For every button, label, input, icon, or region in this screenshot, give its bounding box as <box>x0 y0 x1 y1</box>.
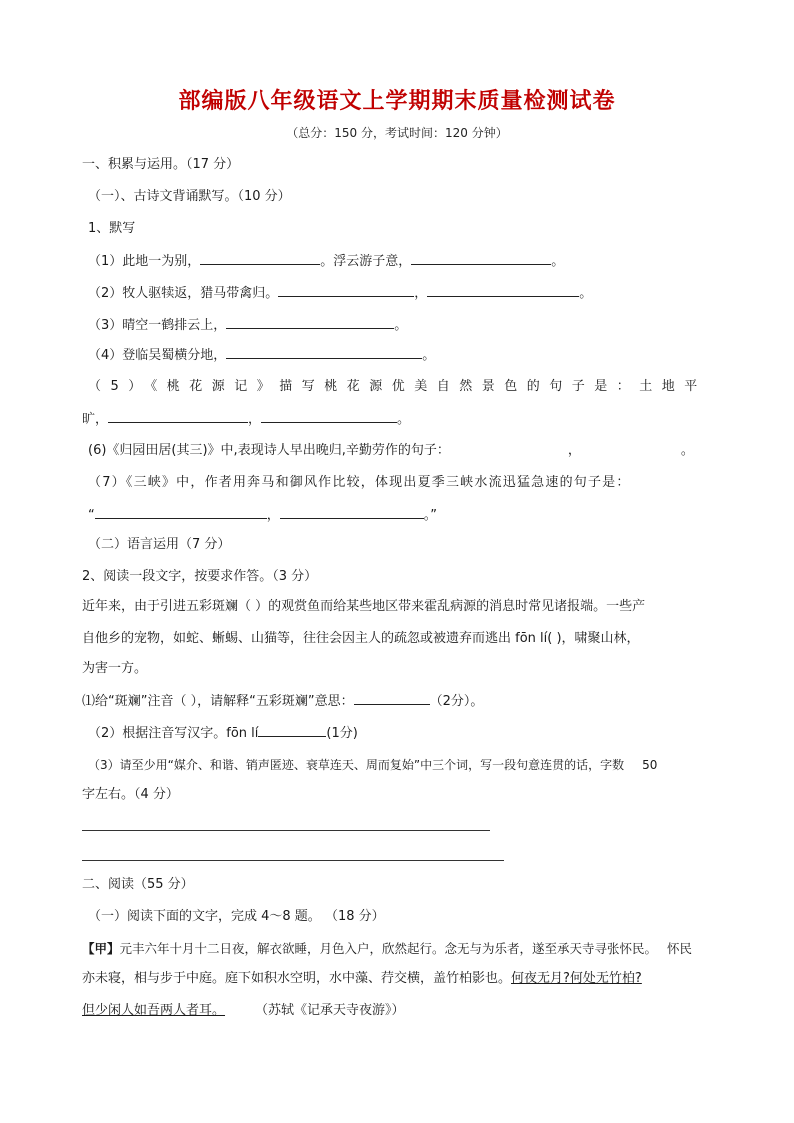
answer-blank[interactable] <box>258 724 326 737</box>
page-title: 部编版八年级语文上学期期末质量检测试卷 <box>178 89 616 114</box>
q2-sub-3-text: （3）请至少用“媒介、和谐、销声匿迹、衰草连天、周而复始”中三个词，写一段句意连贯的话，字数 <box>88 758 625 772</box>
q1-line-5b <box>82 410 410 429</box>
answer-blank[interactable] <box>226 316 394 329</box>
q1-line-3 <box>88 316 407 335</box>
passage-text-1: 元丰六年十月十二日夜，解衣欲睡，月色入户，欣然起行。念无与为乐者，遂至承天寺寻张怀民。 <box>119 941 658 956</box>
section-1-2-heading: （二）语言运用（7 分） <box>88 537 231 552</box>
passage-text-2: 亦未寝，相与步于中庭。庭下如积水空明，水中藻、荇交横，盖竹柏影也。 <box>82 971 512 986</box>
q1-6-text-a: (6)《归园田居(其三)》中,表现诗人早出晚归,辛勤劳作的句子： <box>88 443 450 458</box>
answer-line[interactable] <box>82 860 504 861</box>
q1-2-text-b: ， <box>414 286 428 301</box>
q1-1-text-b: 。浮云游子意， <box>320 254 412 269</box>
q2-passage-line-3: 为害一方。 <box>82 661 148 676</box>
q1-1-text-c: 。 <box>551 254 565 269</box>
passage-tag: 【甲】 <box>82 941 120 956</box>
q1-line-1 <box>88 252 564 271</box>
q2-sub-1-text: ⑴给“斑斓”注音（ ），请解释“五彩斑斓”意思： <box>82 694 354 709</box>
answer-blank[interactable] <box>108 410 248 423</box>
q1-7-text-d: 。” <box>423 508 438 523</box>
q1-3-text-b: 。 <box>394 318 408 333</box>
q1-1-text-a: （1）此地一为别， <box>88 254 201 269</box>
q2-sub-3-count: 50 <box>642 758 658 772</box>
q2-passage-line-1: 近年来，由于引进五彩斑斓（ ）的观赏鱼而给某些地区带来霍乱病源的消息时常见诸报端。一些产 <box>82 599 646 614</box>
answer-blank[interactable] <box>280 506 424 519</box>
q1-6-text-b: ， <box>567 443 581 458</box>
q1-label: 1、默写 <box>88 221 136 236</box>
answer-blank[interactable] <box>226 346 422 359</box>
q2-sub-2-score: (1分) <box>326 726 358 741</box>
exam-info: （总分：150 分，考试时间：120 分钟） <box>286 126 508 140</box>
q1-4-text-b: 。 <box>422 348 436 363</box>
q1-6-text-c: 。 <box>680 443 694 458</box>
q2-sub-2-text: （2）根据注音写汉字。fōn lí <box>88 726 259 741</box>
passage-line-1 <box>82 940 692 958</box>
q1-4-text-a: （4）登临吴蜀横分地， <box>88 348 227 363</box>
q2-prompt: 2、阅读一段文字，按要求作答。（3 分） <box>82 569 318 584</box>
section-1-heading: 一、积累与运用。（17 分） <box>82 157 240 172</box>
q1-3-text-a: （3）晴空一鹤排云上， <box>88 318 227 333</box>
answer-line[interactable] <box>82 830 490 831</box>
answer-blank[interactable] <box>261 410 397 423</box>
q2-sub-1-score: （2分）。 <box>429 694 484 709</box>
answer-blank[interactable] <box>200 252 320 265</box>
section-1-1-heading: （一）、古诗文背诵默写。（10 分） <box>88 189 291 204</box>
answer-blank[interactable] <box>411 252 551 265</box>
q2-sub-3 <box>88 756 657 774</box>
passage-line-3 <box>82 1002 405 1020</box>
q2-sub-1 <box>82 692 483 711</box>
passage-text-1b: 怀民 <box>667 941 693 956</box>
q1-5-text-d: 。 <box>397 412 411 427</box>
q1-5-text-b: 旷， <box>82 412 109 427</box>
answer-blank[interactable] <box>427 284 579 297</box>
passage-underlined-question: 何夜无月?何处无竹柏? <box>511 971 642 986</box>
passage-underlined-end: 但少闲人如吾两人者耳。 <box>82 1003 226 1018</box>
q2-sub-2 <box>88 724 358 743</box>
section-2-heading: 二、阅读（55 分） <box>82 877 194 892</box>
q1-2-text-c: 。 <box>579 286 593 301</box>
q1-line-7a: （7）《三峡》中，作者用奔马和御风作比较，体现出夏季三峡水流迅猛急速的句子是： <box>88 475 631 490</box>
q1-line-4 <box>88 346 435 365</box>
q1-7-text-c: ， <box>266 508 280 523</box>
q1-line-7b <box>88 506 437 525</box>
q2-passage-line-2: 自他乡的宠物，如蛇、蜥蜴、山猫等，往往会因主人的疏忽或被遗弃而逃出 fōn lí( )，啸聚山林， <box>82 631 640 646</box>
answer-blank[interactable] <box>278 284 414 297</box>
q1-5-text-c: ， <box>248 412 262 427</box>
passage-source: （苏轼《记承天寺夜游》） <box>255 1003 405 1018</box>
section-2-1-heading: （一）阅读下面的文字，完成 4～8 题。 （18 分） <box>88 909 385 924</box>
q1-line-6 <box>88 442 694 460</box>
q1-2-text-a: （2）牧人驱犊返，猎马带禽归。 <box>88 286 279 301</box>
q2-sub-3-cont: 字左右。（4 分） <box>82 787 179 802</box>
q1-line-2 <box>88 284 592 303</box>
passage-line-2 <box>82 970 642 988</box>
q1-line-5a: （5）《桃花源记》描写桃花源优美自然景色的句子是：土地平 <box>88 379 707 394</box>
answer-blank[interactable] <box>354 692 430 705</box>
answer-blank[interactable] <box>95 506 267 519</box>
q1-7-text-b: “ <box>88 508 95 523</box>
